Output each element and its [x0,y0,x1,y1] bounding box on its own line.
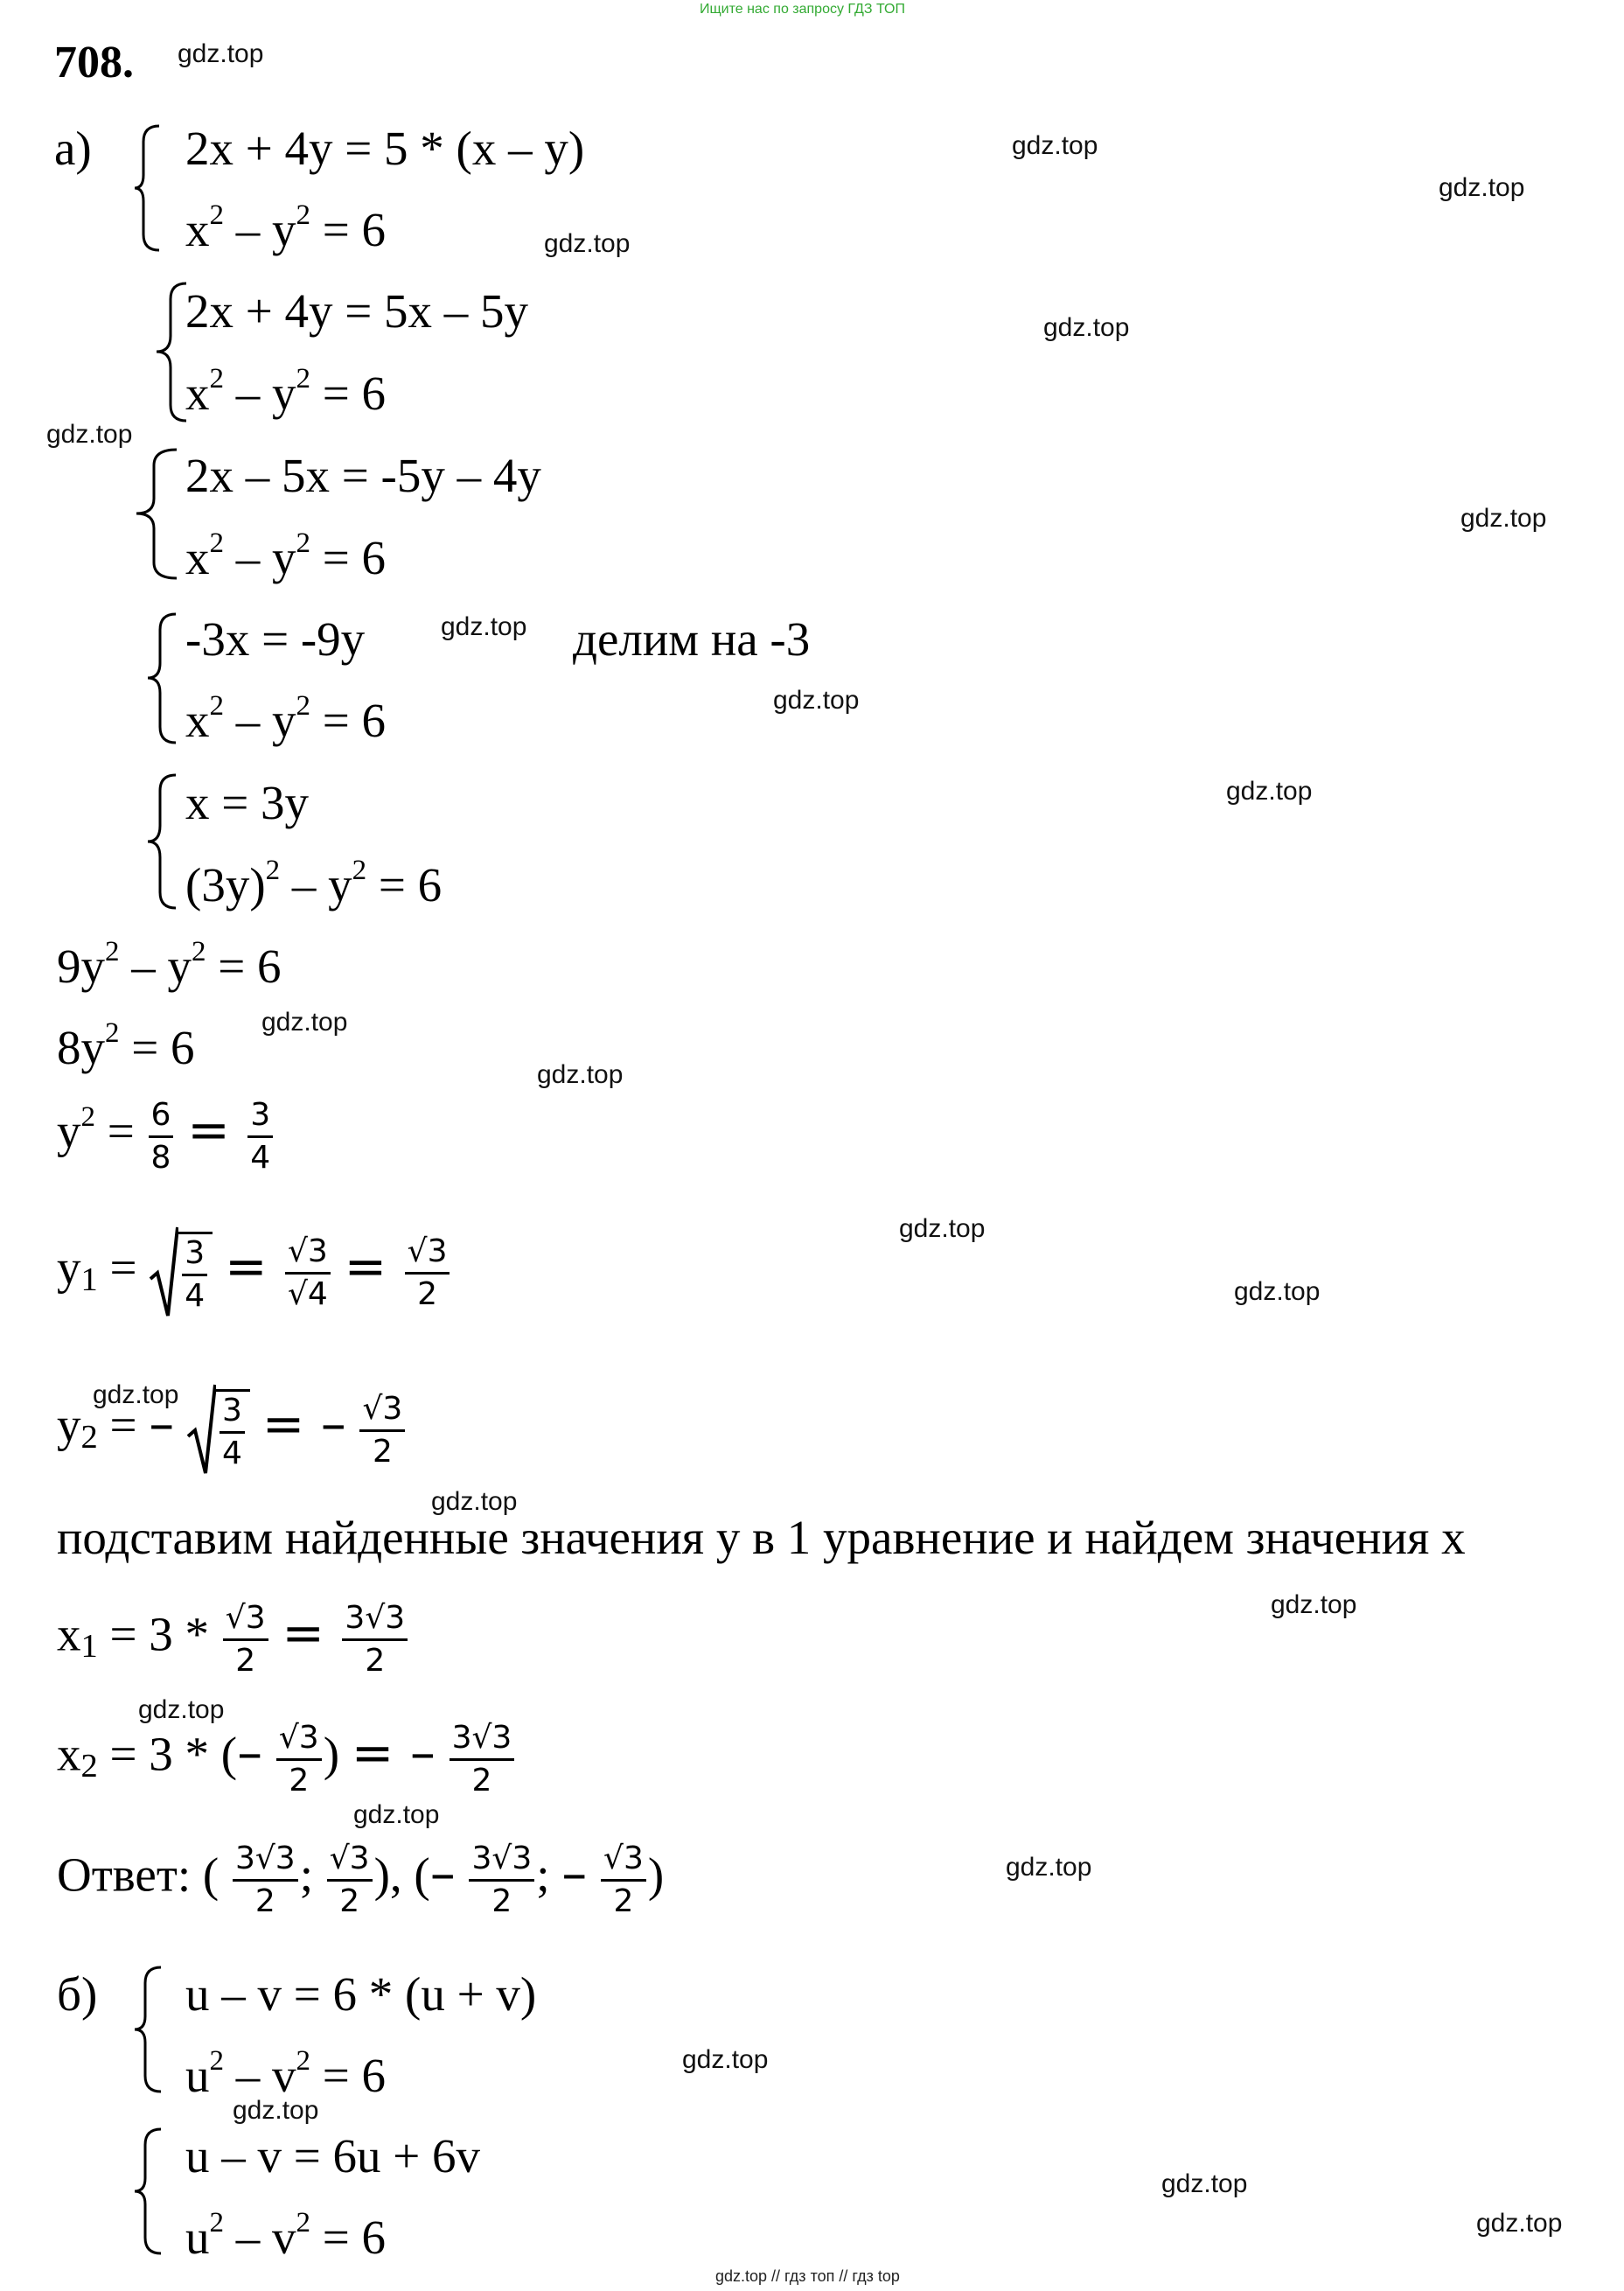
system-brace [131,2126,166,2257]
equation: x = 3y [185,776,310,829]
watermark: gdz.top [93,1380,179,1409]
equation: $x_2 = 3$ * (– $\frac{√3}{2}$ ) = – $\frac{3√3}{2}$ [57,1721,516,1798]
watermark: gdz.top [537,1060,624,1089]
sqrt: $\frac{3}{4}$ [186,1382,250,1478]
problem-number: 708. [54,38,134,87]
equation: 2x – 5x = -5y – 4y [185,449,541,502]
fraction: $\frac{√3}{2}$ [601,1841,646,1918]
equation: u – v = 6u + 6v [185,2129,481,2183]
fraction: $\frac{√3}{√4}$ [285,1234,331,1311]
fraction: $\frac{√3}{2}$ [223,1601,268,1678]
equation: $x^2 - y^2 = 6$ [185,363,387,420]
watermark: gdz.top [1012,131,1098,160]
system-brace [131,122,166,254]
system-brace [133,446,181,582]
equation: $8y^2 = 6$ [57,1017,195,1074]
radical-sign-icon [149,1225,178,1321]
watermark: gdz.top [544,229,631,258]
equation: $x^2 - y^2 = 6$ [185,690,387,747]
answer: Ответ: ( $\frac{3√3}{2}$ ; $\frac{√3}{2}$ ), (– $\frac{3√3}{2}$ ; – $\frac{√3}{2}$ ) [57,1840,665,1919]
equation: $9y^2 - y^2 = 6$ [57,936,282,993]
equation: $u^2 - v^2 = 6$ [185,2207,387,2264]
substitution-text: подставим найденные значения у в 1 уравнение и найдем значения х [57,1511,1466,1564]
equation: -3x = -9y [185,612,366,666]
radical-sign-icon [186,1382,216,1478]
watermark: gdz.top [1226,777,1313,806]
part-a-label: а) [54,122,92,175]
watermark: gdz.top [773,686,860,715]
note: делим на -3 [573,612,811,666]
fraction: $\frac{√3}{2}$ [327,1841,373,1918]
watermark: gdz.top [899,1214,986,1243]
watermark: gdz.top [1006,1853,1092,1882]
fraction: $\frac{3√3}{2}$ [450,1721,515,1798]
watermark: gdz.top [1460,504,1547,533]
watermark: gdz.top [46,420,133,449]
fraction: $\frac{3√3}{2}$ [233,1841,298,1918]
watermark: gdz.top [353,1800,440,1829]
watermark: gdz.top [1043,313,1130,342]
fraction: $\frac{√3}{2}$ [405,1234,450,1311]
equation: $y_2$ = – $\frac{3}{4}$ = – $\frac{√3}{2}$ [57,1382,407,1478]
watermark: gdz.top [682,2045,769,2074]
equation: u – v = 6 * (u + v) [185,1967,537,2021]
footer-text: gdz.top // гдз топ // гдз top [715,2267,900,2285]
watermark: gdz.top [1161,2169,1248,2198]
equation: 2x + 4y = 5 * (x – y) [185,122,585,175]
fraction: $\frac{√3}{2}$ [276,1721,322,1798]
fraction: $\frac{6}{8}$ [149,1098,174,1175]
watermark: gdz.top [1476,2209,1563,2238]
watermark: gdz.top [431,1487,518,1516]
equation: $u^2 - v^2 = 6$ [185,2045,387,2102]
watermark: gdz.top [1234,1277,1321,1306]
system-brace [144,772,179,912]
equation: $y_1$ = $\frac{3}{4}$ = $\frac{√3}{√4}$ = $\frac{√3}{2}$ [57,1225,451,1321]
system-brace [131,1964,166,2095]
watermark: gdz.top [1439,173,1525,202]
watermark: gdz.top [233,2096,319,2125]
system-brace [144,611,179,746]
equation: $(3y)^2 - y^2 = 6$ [185,855,443,912]
equation: $x_1 = 3$ * $\frac{√3}{2}$ = $\frac{3√3}{2}$ [57,1601,409,1678]
watermark: gdz.top [1271,1590,1357,1619]
part-b-label: б) [57,1967,98,2021]
watermark: gdz.top [178,39,264,68]
equation: 2x + 4y = 5x – 5y [185,284,529,338]
watermark: gdz.top [261,1008,348,1037]
sqrt: $\frac{3}{4}$ [149,1225,213,1321]
watermark: gdz.top [138,1695,225,1724]
fraction: $\frac{3√3}{2}$ [469,1841,534,1918]
equation: $y^2$ = $\frac{6}{8}$ = $\frac{3}{4}$ [57,1098,275,1175]
system-brace [153,280,188,424]
fraction: $\frac{3√3}{2}$ [342,1601,408,1678]
watermark: gdz.top [441,612,527,641]
fraction: $\frac{3}{4}$ [247,1098,273,1175]
equation: $x^2 - y^2 = 6$ [185,199,387,256]
equation: $x^2 - y^2 = 6$ [185,527,387,584]
fraction: $\frac{√3}{2}$ [359,1392,405,1469]
top-hint: Ищите нас по запросу ГДЗ ТОП [700,2,905,17]
